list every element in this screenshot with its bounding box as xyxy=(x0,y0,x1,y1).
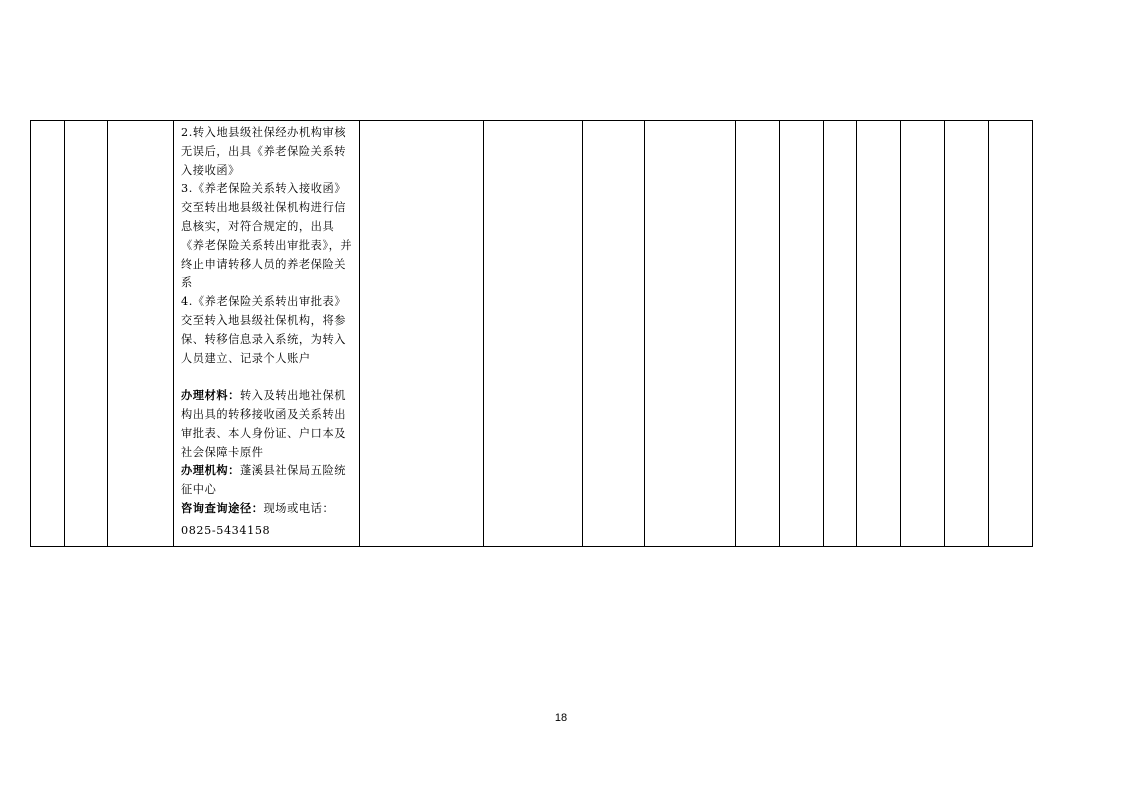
procedure-cell xyxy=(174,121,360,547)
materials-label: 办理材料： xyxy=(181,389,240,403)
page-number: 18 xyxy=(554,712,568,724)
document-table xyxy=(30,120,1033,547)
procedure-step-3: 3.《养老保险关系转入接收函》交至转出地县级社保机构进行信息核实，对符合规定的，出具《养老保险关系转出审批表》，并终止申请转移人员的养老保险关系 xyxy=(181,182,353,290)
table-cell-empty xyxy=(824,121,857,547)
agency-paragraph xyxy=(181,462,353,500)
paragraph-gap xyxy=(181,368,353,387)
consult-text: 现场或电话： xyxy=(263,501,335,515)
table-cell-empty xyxy=(360,121,484,547)
table-row xyxy=(31,121,1033,547)
consult-paragraph xyxy=(181,500,353,519)
table-cell-empty xyxy=(780,121,824,547)
agency-label: 办理机构： xyxy=(181,464,240,478)
table-cell-empty xyxy=(484,121,583,547)
materials-paragraph xyxy=(181,387,353,462)
table-cell-empty xyxy=(645,121,736,547)
consult-phone: 0825-5434158 xyxy=(181,523,271,537)
table-cell-empty xyxy=(736,121,780,547)
service-table xyxy=(30,120,1033,547)
procedure-step-4: 4.《养老保险关系转出审批表》交至转入地县级社保机构，将参保、转移信息录入系统，为转入人员建立、记录个人账户 xyxy=(181,295,347,365)
agency-text: 蓬溪县社保局五险统征中心 xyxy=(181,464,347,497)
table-cell-empty xyxy=(901,121,945,547)
table-cell-empty xyxy=(65,121,108,547)
consult-label: 咨询查询途径： xyxy=(181,501,264,515)
procedure-step-2: 2.转入地县级社保经办机构审核无误后，出具《养老保险关系转入接收函》 xyxy=(181,126,347,177)
table-cell-empty xyxy=(583,121,645,547)
table-cell-empty xyxy=(945,121,989,547)
table-cell-empty xyxy=(989,121,1033,547)
table-cell-empty xyxy=(31,121,65,547)
materials-text: 转入及转出地社保机构出具的转移接收函及关系转出审批表、本人身份证、户口本及社会保障卡原件 xyxy=(181,389,347,459)
table-cell-empty xyxy=(857,121,901,547)
table-cell-empty xyxy=(108,121,174,547)
